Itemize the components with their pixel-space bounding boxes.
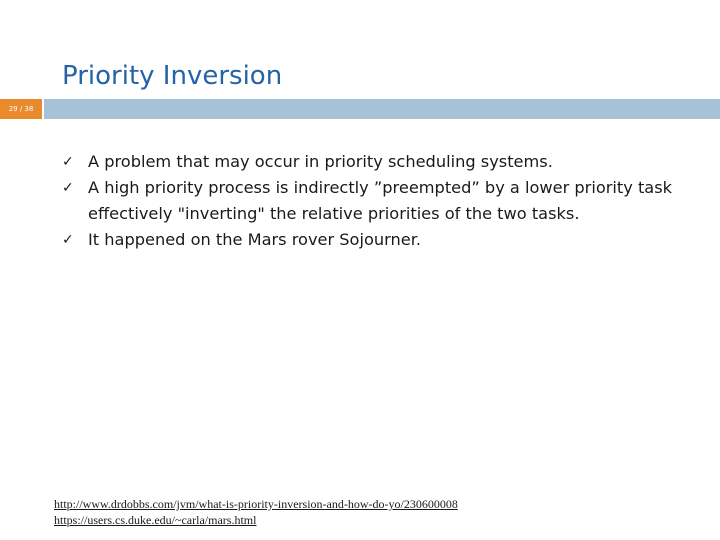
title-divider-bar xyxy=(44,99,720,119)
bullet-item xyxy=(62,175,720,227)
reference-links xyxy=(54,496,458,528)
bullet-text-continuation: effectively "inverting" the relative priorities of the two tasks. xyxy=(88,204,580,223)
slide-title: Priority Inversion xyxy=(62,61,283,91)
bullet-list xyxy=(62,149,720,253)
page-number-badge: 29 / 38 xyxy=(0,99,42,119)
reference-link-duke[interactable]: https://users.cs.duke.edu/~carla/mars.html xyxy=(54,513,257,527)
bullet-item xyxy=(62,227,720,253)
reference-link-drdobbs[interactable]: http://www.drdobbs.com/jvm/what-is-priority-inversion-and-how-do-yo/230600008 xyxy=(54,497,458,511)
bullet-text: It happened on the Mars rover Sojourner. xyxy=(88,230,422,249)
bullet-text: A high priority process is indirectly ”preempted” by a lower priority task xyxy=(88,178,673,197)
checkmark-icon: ✓ xyxy=(62,180,74,196)
checkmark-icon: ✓ xyxy=(62,232,74,248)
checkmark-icon: ✓ xyxy=(62,154,74,170)
bullet-item xyxy=(62,149,720,175)
bullet-text: A problem that may occur in priority scheduling systems. xyxy=(88,152,553,171)
